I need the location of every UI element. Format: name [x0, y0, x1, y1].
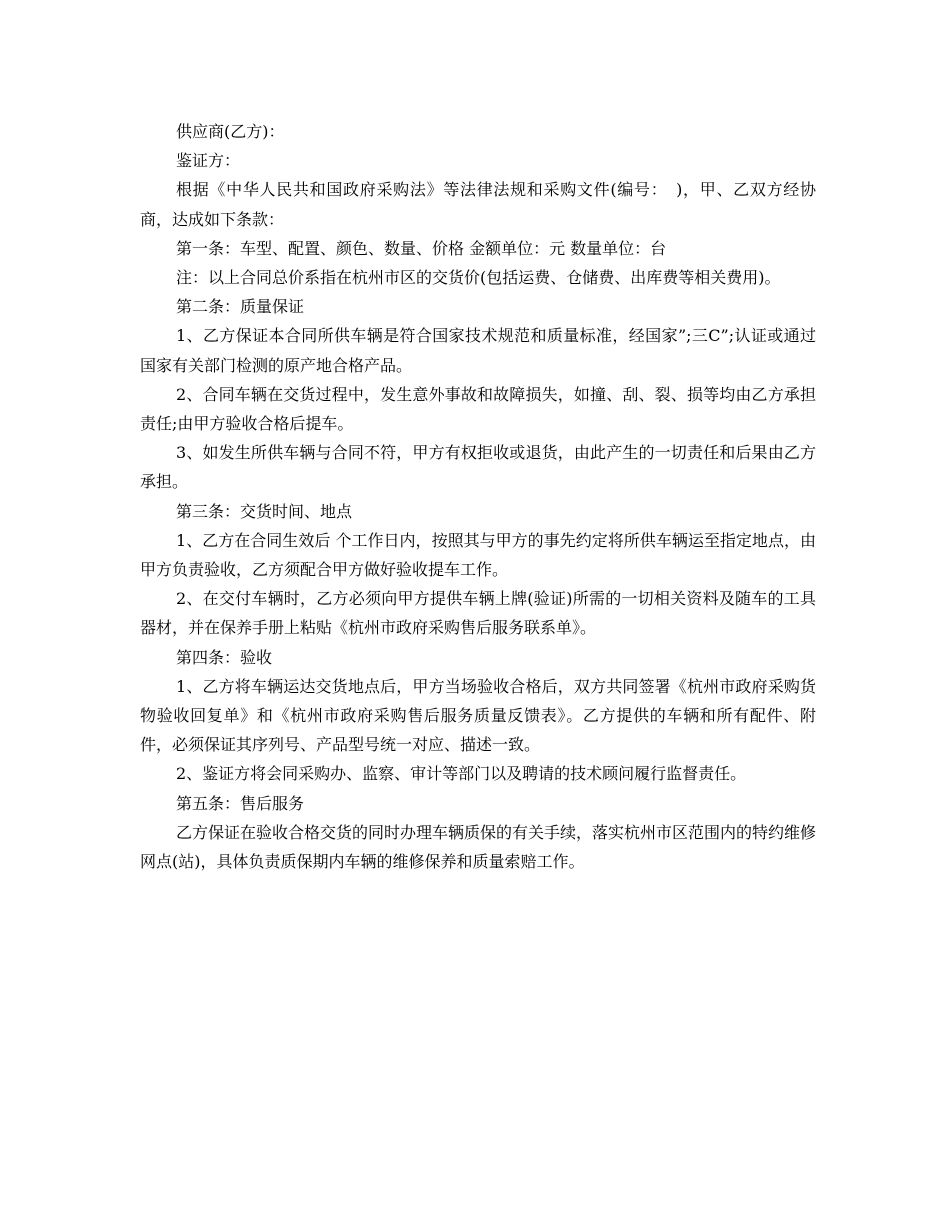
article-3-clause-1: 1、乙方在合同生效后 个工作日内，按照其与甲方的事先约定将所供车辆运至指定地点，由甲方负责验收，乙方须配合甲方做好验收提车工作。: [140, 530, 816, 580]
preamble-paragraph: 根据《中华人民共和国政府采购法》等法律法规和采购文件(编号： )，甲、乙双方经协商，达成如下条款：: [140, 180, 816, 229]
article-1-note: 注：以上合同总价系指在杭州市区的交货价(包括运费、仓储费、出库费等相关费用)。: [176, 268, 781, 288]
article-5-body: 乙方保证在验收合格交货的同时办理车辆质保的有关手续，落实杭州市区范围内的特约维修网点(站)，具体负责质保期内车辆的维修保养和质量索赔工作。: [140, 822, 817, 872]
article-4-clause-2: 2、鉴证方将会同采购办、监察、审计等部门以及聘请的技术顾问履行监督责任。: [176, 764, 747, 784]
article-2-heading: 第二条：质量保证: [176, 297, 305, 317]
article-4-clause-1: 1、乙方将车辆运达交货地点后，甲方当场验收合格后，双方共同签署《杭州市政府采购货物验收回复单》和《杭州市政府采购售后服务质量反馈表》。乙方提供的车辆和所有配件、附件，必须保证其序列号、产品型号统一对应、描述一致。: [140, 676, 816, 755]
article-2-clause-1: 1、乙方保证本合同所供车辆是符合国家技术规范和质量标准，经国家”;三C”;认证或通过国家有关部门检测的原产地合格产品。: [140, 326, 816, 375]
supplier-line: 供应商(乙方)：: [176, 122, 285, 141]
article-3-clause-2: 2、在交付车辆时，乙方必须向甲方提供车辆上牌(验证)所需的一切相关资料及随车的工具器材，并在保养手册上粘贴《杭州市政府采购售后服务联系单》。: [140, 589, 816, 638]
article-1-heading: 第一条：车型、配置、颜色、数量、价格 金额单位：元 数量单位：台: [176, 238, 667, 258]
article-5-heading: 第五条：售后服务: [176, 793, 305, 813]
article-3-heading: 第三条：交货时间、地点: [176, 501, 353, 521]
article-4-heading: 第四条：验收: [176, 647, 273, 667]
article-2-clause-3: 3、如发生所供车辆与合同不符，甲方有权拒收或退货，由此产生的一切责任和后果由乙方承担。: [140, 443, 816, 492]
article-2-clause-2: 2、合同车辆在交货过程中，发生意外事故和故障损失，如撞、刮、裂、损等均由乙方承担责任;由甲方验收合格后提车。: [140, 384, 816, 434]
verifier-line: 鉴证方：: [176, 151, 241, 171]
document-body: [140, 117, 816, 876]
